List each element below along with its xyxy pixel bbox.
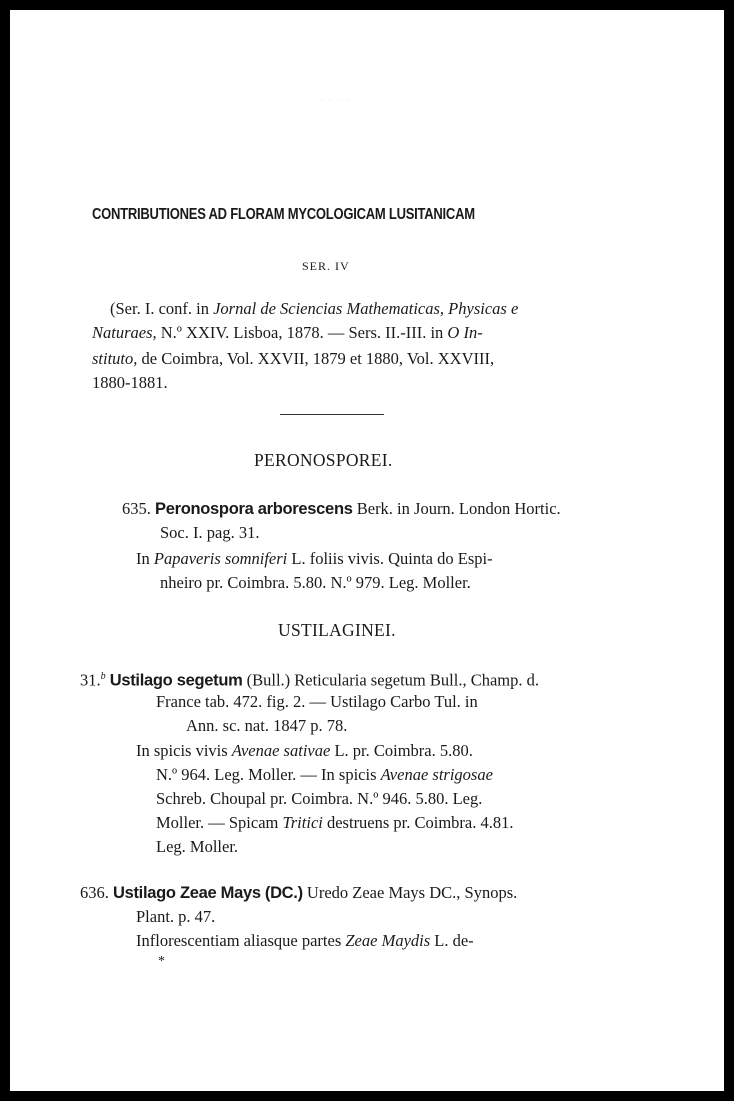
entry-line: [156, 836, 238, 858]
entry-line-segment: Leg. Moller.: [156, 837, 239, 856]
reference-line-segment: Jornal de Sciencias Mathematicas, Physicas: [213, 299, 507, 318]
entry-line: [136, 930, 474, 952]
entry-line-segment: Avenae strigosae: [380, 765, 493, 784]
entry-line: [136, 548, 493, 570]
series-label: SER. IV: [302, 259, 350, 273]
entry-line: [156, 691, 478, 713]
entry-line-segment: In: [136, 549, 154, 568]
entry-line-segment: nheiro pr. Coimbra. 5.80. N.º 979. Leg. Moller.: [160, 573, 471, 592]
entry-line-segment: Tritici: [282, 813, 323, 832]
entry-line-segment: 31.: [80, 670, 101, 690]
entry-line-segment: L. de-: [430, 931, 474, 950]
reference-line: [92, 348, 494, 370]
section-divider: [280, 414, 384, 415]
entry-line: [122, 498, 561, 520]
reference-line: [92, 322, 483, 344]
entry-line: [156, 812, 514, 834]
reference-line: [92, 372, 168, 394]
entry-line: [160, 572, 471, 594]
entry-line-segment: Ustilago segetum: [109, 671, 243, 690]
reference-line: [110, 298, 518, 320]
bleed-through-text: · · · ·: [320, 94, 350, 109]
entry-line: [156, 764, 493, 786]
entry-line: [80, 882, 517, 904]
entry-line-segment: Ann. sc. nat. 1847 p. 78.: [186, 716, 348, 735]
entry-line: [80, 666, 539, 692]
reference-line-segment: N.º XXIV. Lisboa, 1878. — Sers. II.-III. in: [156, 323, 448, 342]
entry-line-segment: Soc. I. pag. 31.: [160, 523, 260, 542]
entry-line-segment: Uredo Zeae Mays DC., Synops.: [302, 883, 518, 902]
entry-line-segment: (DC.): [264, 884, 303, 902]
entry-line-segment: Schreb. Choupal pr. Coimbra. N.º 946. 5.80. Leg.: [156, 789, 483, 808]
reference-line-segment: e: [506, 299, 519, 318]
entry-line-segment: N.º 964. Leg. Moller. — In spicis: [156, 765, 381, 784]
footer-mark: *: [158, 954, 165, 969]
entry-line: [156, 788, 482, 810]
entry-line-segment: In spicis vivis: [136, 741, 232, 760]
entry-line-segment: L. pr. Coimbra. 5.80.: [330, 741, 473, 760]
page-title: CONTRIBUTIONES AD FLORAM MYCOLOGICAM LUSITANICAM: [92, 206, 475, 223]
entry-line: [136, 740, 473, 762]
entry-line-segment: Peronospora arborescens: [155, 500, 353, 518]
entry-line-segment: Inflorescentiam aliasque partes: [136, 931, 346, 950]
reference-line-segment: (Ser. I. conf. in: [110, 299, 214, 318]
section-heading: USTILAGINEI.: [278, 620, 396, 640]
reference-line-segment: stituto,: [92, 349, 138, 368]
entry-line-segment: Moller. — Spicam: [156, 813, 283, 832]
entry-line-segment: L. foliis vivis. Quinta do Espi-: [287, 549, 493, 568]
entry-line-segment: b: [100, 671, 106, 682]
entry-line-segment: 635.: [122, 499, 155, 518]
reference-line-segment: O In-: [447, 323, 483, 342]
entry-line-segment: France tab. 472. fig. 2. — Ustilago Carbo Tul. in: [156, 692, 478, 711]
reference-line-segment: Naturaes,: [92, 323, 157, 342]
entry-line-segment: 636.: [80, 883, 113, 902]
entry-line-segment: Zeae Maydis: [345, 931, 431, 950]
section-heading: PERONOSPOREI.: [254, 450, 393, 470]
document-page: [10, 10, 724, 1091]
entry-line: [160, 522, 259, 544]
entry-line-segment: (Bull.) Reticularia segetum Bull., Champ. d.: [242, 670, 539, 690]
entry-line-segment: destruens pr. Coimbra. 4.81.: [322, 813, 514, 832]
reference-line-segment: 1880-1881.: [92, 373, 168, 392]
entry-line-segment: Papaveris somniferi: [153, 549, 288, 568]
entry-line-segment: Berk. in Journ. London Hortic.: [352, 499, 561, 518]
reference-line-segment: de Coimbra, Vol. XXVII, 1879 et 1880, Vol. XXVIII,: [137, 349, 495, 368]
entry-line-segment: Ustilago Zeae Mays: [113, 884, 261, 902]
entry-line: [186, 715, 347, 737]
entry-line-segment: Avenae sativae: [231, 741, 331, 760]
entry-line-segment: Plant. p. 47.: [136, 907, 216, 926]
entry-line: [136, 906, 215, 928]
